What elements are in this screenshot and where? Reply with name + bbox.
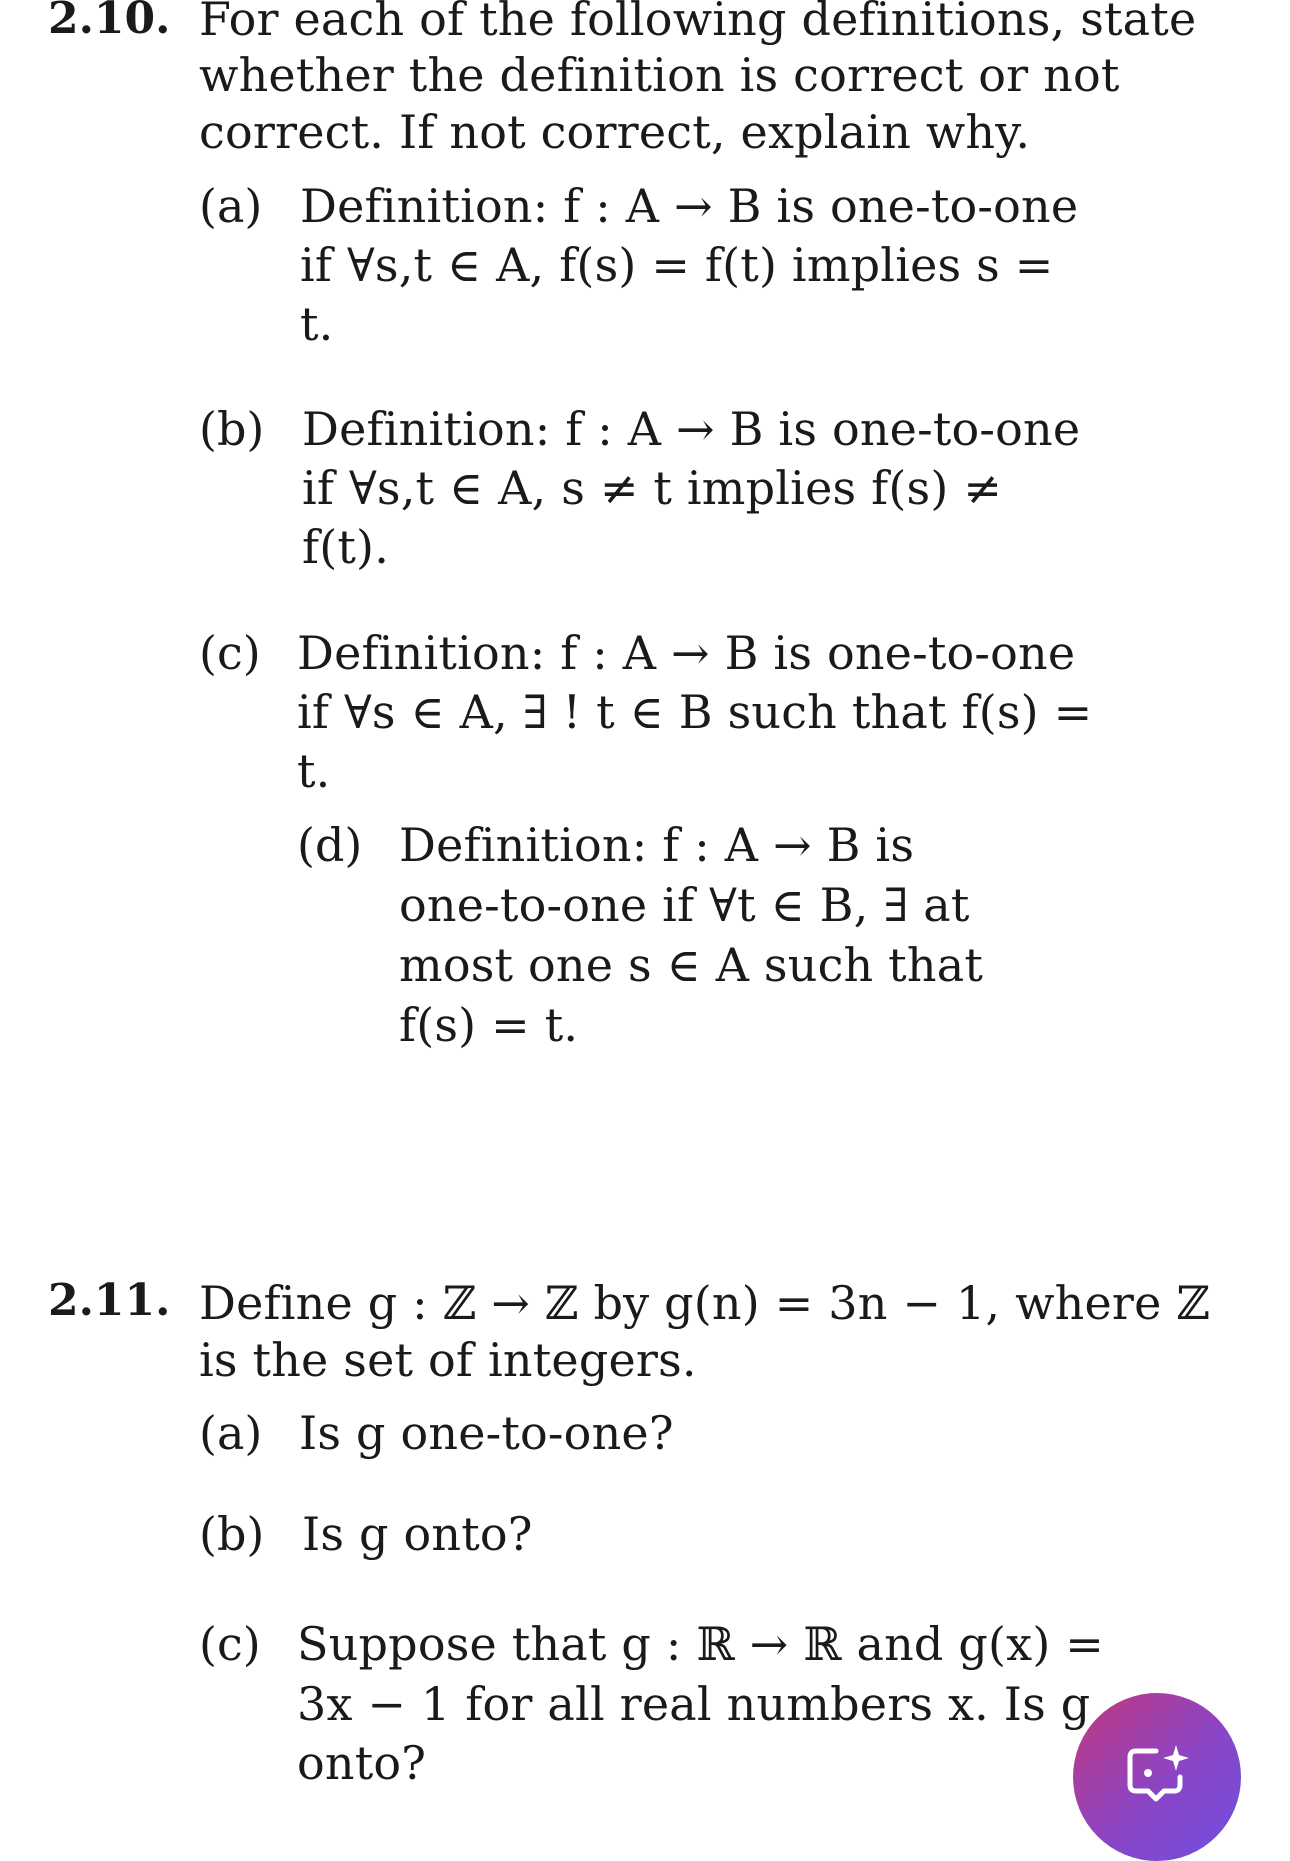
part-line: one-to-one if ∀t ∈ B, ∃ at: [399, 878, 970, 932]
part-label: (b): [199, 402, 265, 456]
part-line: t.: [300, 297, 334, 351]
part-line: f(t).: [302, 520, 390, 574]
part-line: Definition: f : A → B is one-to-one: [302, 402, 1081, 456]
part-line: f(s) = t.: [399, 998, 579, 1052]
part-line: Suppose that g : ℝ → ℝ and g(x) =: [297, 1617, 1105, 1671]
problem-intro-line: Define g : ℤ → ℤ by g(n) = 3n − 1, where ℤ: [199, 1276, 1211, 1330]
part-label: (b): [199, 1507, 265, 1561]
part-line: if ∀s,t ∈ A, s ≠ t implies f(s) ≠: [302, 461, 1003, 515]
part-line: t.: [297, 744, 331, 798]
problem-number: 2.10.: [48, 0, 171, 44]
part-line: Definition: f : A → B is one-to-one: [300, 179, 1079, 233]
part-line: Is g onto?: [302, 1507, 533, 1561]
part-line: Is g one-to-one?: [299, 1406, 674, 1460]
part-label: (a): [199, 1406, 263, 1460]
part-line: most one s ∈ A such that: [399, 938, 984, 992]
part-line: Definition: f : A → B is one-to-one: [297, 626, 1076, 680]
problem-intro-line: For each of the following definitions, state: [199, 0, 1197, 46]
part-line: onto?: [297, 1736, 427, 1790]
part-line: if ∀s ∈ A, ∃ ! t ∈ B such that f(s) =: [297, 685, 1093, 739]
part-line: Definition: f : A → B is: [399, 818, 915, 872]
problem-intro-line: is the set of integers.: [199, 1333, 697, 1387]
problem-intro-line: whether the definition is correct or not: [199, 48, 1120, 102]
part-label: (d): [297, 818, 363, 872]
part-label: (a): [199, 179, 263, 233]
ai-assist-button[interactable]: [1073, 1693, 1241, 1861]
part-label: (c): [199, 1617, 261, 1671]
part-line: if ∀s,t ∈ A, f(s) = f(t) implies s =: [300, 238, 1054, 292]
part-label: (c): [199, 626, 261, 680]
problem-intro-line: correct. If not correct, explain why.: [199, 105, 1031, 159]
problem-number: 2.11.: [48, 1275, 171, 1326]
part-line: 3x − 1 for all real numbers x. Is g: [297, 1677, 1091, 1731]
sparkle-edit-icon: [1126, 1743, 1192, 1803]
